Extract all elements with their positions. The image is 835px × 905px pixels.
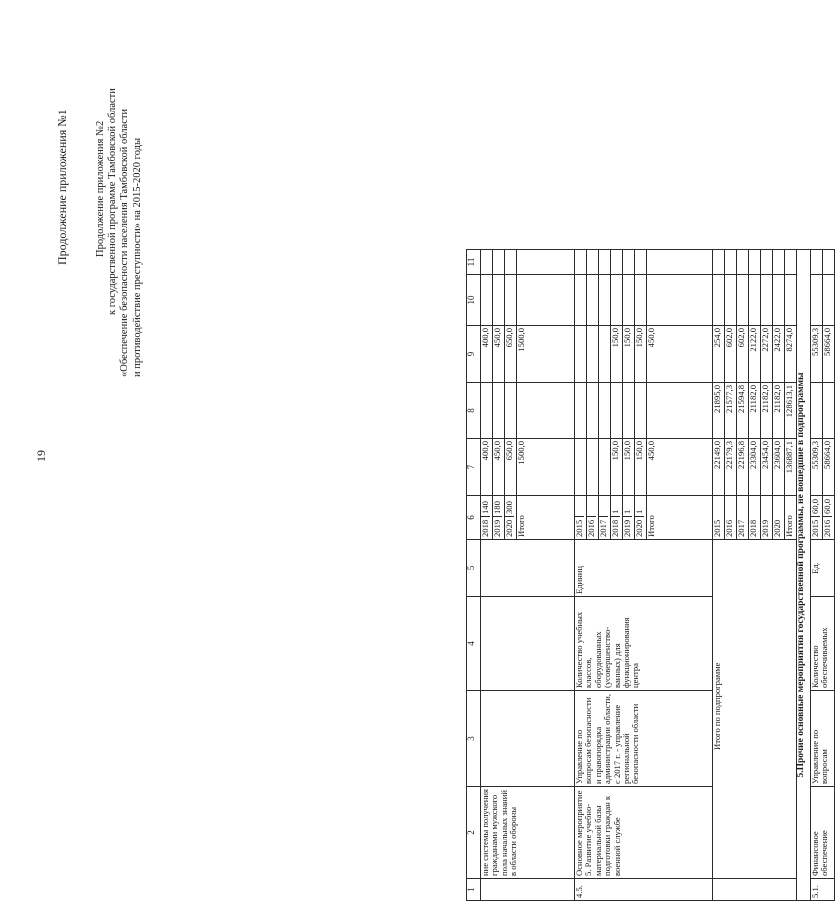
amount-cell: 58664,0	[823, 326, 835, 383]
amount-cell: 450,0	[493, 439, 505, 496]
amount-cell: 21182,0	[749, 383, 761, 439]
amount-cell	[493, 383, 505, 439]
column-number: 2	[467, 787, 481, 879]
unit-cell: Ед.	[811, 540, 835, 597]
amount-cell	[647, 383, 713, 439]
table-row	[575, 250, 587, 901]
executor-cell: Управление по вопросам безопасности и правопорядка администрации области, с 2017 г. - управление региональной безопасности области	[575, 691, 713, 787]
amount-cell	[505, 383, 517, 439]
amount-cell: 23604,0	[773, 439, 785, 496]
year-cell: 2020300	[505, 496, 517, 540]
year-cell: 20191	[623, 496, 635, 540]
column-number: 8	[467, 383, 481, 439]
year-cell: 2020	[773, 496, 785, 540]
amount-cell	[587, 439, 599, 496]
amount-cell: 450,0	[493, 326, 505, 383]
amount-cell: 150,0	[635, 326, 647, 383]
year-cell: 2018	[749, 496, 761, 540]
appendix-line-1: Продолжение приложения №2	[95, 120, 106, 257]
amount-cell: 2122,0	[749, 326, 761, 383]
amount-cell	[823, 383, 835, 439]
amount-cell: 602,0	[737, 326, 749, 383]
subprogram-total-label: Итого по подпрограмме	[713, 540, 797, 879]
continuation-title: Продолжение приложения №1	[55, 109, 69, 265]
column-number: 1	[467, 879, 481, 901]
amount-cell	[575, 326, 587, 383]
executor-cell: Управление по вопросам	[811, 691, 835, 787]
amount-cell	[599, 383, 611, 439]
amount-cell: 21594,8	[737, 383, 749, 439]
year-cell: 20201	[635, 496, 647, 540]
year-cell: 2015	[713, 496, 725, 540]
amount-cell: 8274,0	[785, 326, 797, 383]
amount-cell	[811, 383, 823, 439]
amount-cell	[635, 383, 647, 439]
amount-cell: 21577,3	[725, 383, 737, 439]
activity-name-cell: Финансовое обеспечение	[811, 787, 835, 879]
amount-cell	[481, 383, 493, 439]
amount-cell: 21182,0	[773, 383, 785, 439]
activity-name-cell: ние системы получения гражданами мужского пола начальных знаний в области обороны	[481, 787, 575, 879]
year-cell: 201560,0	[811, 496, 823, 540]
amount-cell	[587, 326, 599, 383]
total-label-cell: Итого	[647, 496, 713, 540]
page-number: 19	[34, 450, 48, 462]
amount-cell	[611, 383, 623, 439]
column-number: 4	[467, 597, 481, 691]
amount-cell	[599, 439, 611, 496]
amount-cell: 23304,0	[749, 439, 761, 496]
section-heading-row	[797, 250, 811, 901]
amount-cell	[623, 383, 635, 439]
total-label-cell: Итого	[785, 496, 797, 540]
program-table	[466, 249, 835, 901]
amount-cell: 150,0	[623, 326, 635, 383]
amount-cell: 1500,0	[517, 326, 575, 383]
amount-cell	[517, 383, 575, 439]
amount-cell: 2422,0	[773, 326, 785, 383]
amount-cell: 136887,1	[785, 439, 797, 496]
appendix-line-2: к государственной программе Тамбовской области	[107, 88, 118, 315]
amount-cell: 150,0	[635, 439, 647, 496]
amount-cell: 128613,1	[785, 383, 797, 439]
activity-name-cell: Основное мероприятие 5. Развитие учебно-материальной базы подготовки граждан к военной службе	[575, 787, 713, 879]
column-number: 9	[467, 326, 481, 383]
amount-cell: 400,0	[481, 439, 493, 496]
amount-cell: 22196,8	[737, 439, 749, 496]
section-5-title: 5.Прочие основные мероприятия государственной программы, не вошедшие в подпрограммы	[797, 250, 811, 901]
item-number-cell: 5.1.	[811, 879, 835, 901]
amount-cell: 55309,3	[811, 439, 823, 496]
indicator-cell: Количество обеспечиваемых	[811, 597, 835, 691]
amount-cell: 2272,0	[761, 326, 773, 383]
amount-cell: 650,0	[505, 439, 517, 496]
amount-cell: 150,0	[623, 439, 635, 496]
column-number: 3	[467, 691, 481, 787]
amount-cell: 602,0	[725, 326, 737, 383]
amount-cell: 55309,3	[811, 326, 823, 383]
amount-cell: 22179,3	[725, 439, 737, 496]
year-cell: 201660,0	[823, 496, 835, 540]
column-number: 5	[467, 540, 481, 597]
appendix-line-3: «Обеспечение безопасности населения Тамбовской области	[119, 108, 130, 377]
item-number-cell: 4.5.	[575, 879, 713, 901]
year-cell: 2016	[725, 496, 737, 540]
year-cell: 2016	[587, 496, 599, 540]
amount-cell: 150,0	[611, 439, 623, 496]
amount-cell: 1500,0	[517, 439, 575, 496]
amount-cell	[599, 326, 611, 383]
amount-cell: 400,0	[481, 326, 493, 383]
year-cell: 2019	[761, 496, 773, 540]
amount-cell: 450,0	[647, 439, 713, 496]
amount-cell: 21895,0	[713, 383, 725, 439]
column-number: 7	[467, 439, 481, 496]
column-number: 6	[467, 496, 481, 540]
table-row	[481, 250, 493, 901]
amount-cell: 22149,0	[713, 439, 725, 496]
total-label-cell: Итого	[517, 496, 575, 540]
column-number: 11	[467, 250, 481, 275]
amount-cell: 450,0	[647, 326, 713, 383]
appendix-line-4: и противодействие преступности» на 2015-2020 годы	[132, 137, 143, 377]
amount-cell: 650,0	[505, 326, 517, 383]
amount-cell: 150,0	[611, 326, 623, 383]
column-number: 10	[467, 275, 481, 326]
amount-cell: 23454,0	[761, 439, 773, 496]
amount-cell: 21182,0	[761, 383, 773, 439]
column-number-row	[467, 250, 481, 901]
indicator-cell: Количество учебных классов, оборудованных (усовершенство-ванных) для функционирования центра	[575, 597, 713, 691]
year-cell: 2017	[737, 496, 749, 540]
amount-cell	[587, 383, 599, 439]
unit-cell: Единиц	[575, 540, 713, 597]
year-cell: 2019180	[493, 496, 505, 540]
year-cell: 2018140	[481, 496, 493, 540]
year-cell: 20181	[611, 496, 623, 540]
year-cell: 2015	[575, 496, 587, 540]
amount-cell: 254,0	[713, 326, 725, 383]
table-row	[713, 250, 725, 901]
amount-cell	[575, 439, 587, 496]
amount-cell	[575, 383, 587, 439]
amount-cell: 58664,0	[823, 439, 835, 496]
table-row	[811, 250, 823, 901]
year-cell: 2017	[599, 496, 611, 540]
